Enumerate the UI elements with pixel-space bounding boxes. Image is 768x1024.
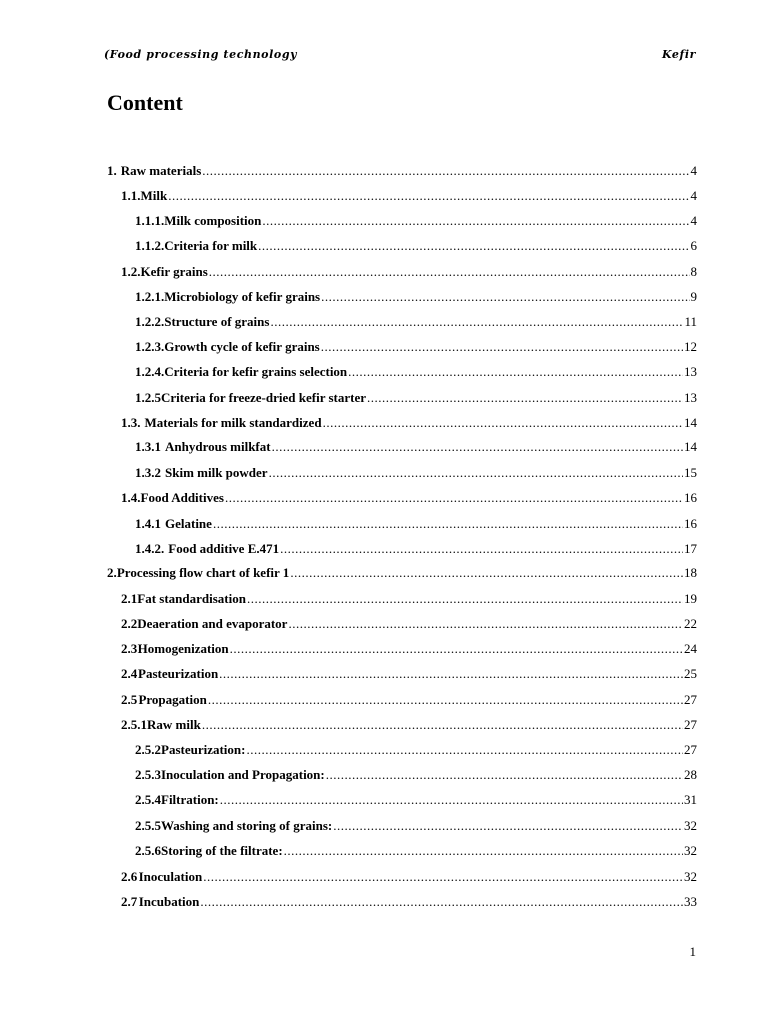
toc-entry[interactable] bbox=[135, 236, 697, 256]
toc-dot-leader bbox=[348, 362, 683, 382]
toc-entry[interactable] bbox=[135, 765, 697, 785]
toc-entry-number: 1.4.2. bbox=[135, 541, 165, 556]
toc-dot-leader bbox=[246, 740, 683, 760]
toc-entry[interactable] bbox=[121, 186, 697, 206]
toc-entry[interactable] bbox=[121, 488, 697, 508]
toc-dot-leader bbox=[202, 715, 683, 735]
toc-entry-title: Criteria for freeze-dried kefir starter bbox=[161, 390, 367, 405]
toc-dot-leader bbox=[321, 337, 683, 357]
toc-entry-title: Materials for milk standardized bbox=[144, 415, 322, 430]
toc-entry-title: Pasteurization: bbox=[161, 742, 246, 757]
toc-entry-title: Food Additives bbox=[140, 490, 224, 505]
toc-entry-number: 2. bbox=[107, 565, 117, 580]
toc-entry-page: 32 bbox=[684, 869, 697, 884]
toc-entry-title: Filtration: bbox=[161, 792, 219, 807]
toc-entry[interactable] bbox=[135, 539, 697, 559]
toc-dot-leader bbox=[333, 816, 683, 836]
toc-entry-page: 33 bbox=[684, 894, 697, 909]
toc-entry-title: Criteria for milk bbox=[164, 238, 258, 253]
toc-entry-title: Deaeration and evaporator bbox=[137, 616, 288, 631]
toc-entry-title: Incubation bbox=[138, 894, 200, 909]
toc-entry-title: Inoculation bbox=[138, 869, 203, 884]
toc-entry[interactable] bbox=[135, 337, 697, 357]
toc-entry[interactable] bbox=[135, 790, 697, 810]
page-number: 1 bbox=[689, 944, 696, 959]
toc-entry-number: 1.1. bbox=[121, 188, 141, 203]
toc-entry[interactable] bbox=[121, 690, 697, 710]
toc-entry[interactable] bbox=[107, 563, 697, 583]
toc-entry-number: 2.6 bbox=[121, 869, 138, 884]
toc-entry-title: Structure of grains bbox=[164, 314, 270, 329]
toc-dot-leader bbox=[225, 488, 683, 508]
toc-entry-page: 13 bbox=[684, 390, 697, 405]
toc-entry-page: 12 bbox=[684, 339, 697, 354]
toc-entry[interactable] bbox=[135, 463, 697, 483]
toc-entry-title: Kefir grains bbox=[140, 264, 208, 279]
toc-entry-title: Milk composition bbox=[164, 213, 262, 228]
toc-entry-title: Inoculation and Propagation: bbox=[161, 767, 325, 782]
toc-dot-leader bbox=[203, 867, 683, 887]
toc-dot-leader bbox=[270, 312, 683, 332]
toc-entry-number: 1.2.2. bbox=[135, 314, 165, 329]
toc-entry[interactable] bbox=[135, 287, 697, 307]
toc-dot-leader bbox=[280, 539, 683, 559]
toc-entry[interactable] bbox=[121, 892, 697, 912]
toc-entry-title: Fat standardisation bbox=[137, 591, 246, 606]
toc-entry-page: 19 bbox=[684, 591, 697, 606]
running-header-section: Kefir bbox=[661, 48, 696, 61]
toc-entry-number: 1.2.5 bbox=[135, 390, 161, 405]
toc-entry-title: Microbiology of kefir grains bbox=[164, 289, 321, 304]
toc-entry-number: 1.3.2 bbox=[135, 465, 161, 480]
page-title: Content bbox=[107, 90, 183, 115]
toc-entry-number: 2.5.1 bbox=[121, 717, 147, 732]
toc-entry-title: Propagation bbox=[138, 692, 207, 707]
toc-entry-page: 15 bbox=[684, 465, 697, 480]
toc-entry-page: 32 bbox=[684, 843, 697, 858]
toc-entry-number: 1.1.2. bbox=[135, 238, 165, 253]
toc-entry[interactable] bbox=[121, 664, 697, 684]
toc-entry-page: 18 bbox=[684, 565, 697, 580]
toc-entry-number: 1.2.3. bbox=[135, 339, 165, 354]
toc-dot-leader bbox=[208, 690, 683, 710]
toc-dot-leader bbox=[367, 388, 683, 408]
toc-entry-number: 1.3. bbox=[121, 415, 141, 430]
toc-entry-title: Food additive E.471 bbox=[168, 541, 280, 556]
toc-entry-number: 1.3.1 bbox=[135, 439, 161, 454]
toc-dot-leader bbox=[288, 614, 683, 634]
toc-entry-title: Raw milk bbox=[147, 717, 201, 732]
toc-entry-page: 14 bbox=[684, 439, 697, 454]
toc-entry[interactable] bbox=[121, 262, 697, 282]
toc-entry-number: 1.4.1 bbox=[135, 516, 161, 531]
toc-entry[interactable] bbox=[135, 437, 697, 457]
toc-entry-number: 2.2 bbox=[121, 616, 138, 631]
toc-dot-leader bbox=[272, 437, 683, 457]
toc-entry-number: 2.5.2 bbox=[135, 742, 161, 757]
toc-dot-leader bbox=[284, 841, 683, 861]
toc-dot-leader bbox=[323, 413, 683, 433]
toc-entry[interactable] bbox=[135, 211, 697, 231]
toc-entry-number: 2.4 bbox=[121, 666, 138, 681]
toc-entry-title: Gelatine bbox=[165, 516, 212, 531]
toc-entry[interactable] bbox=[135, 841, 697, 861]
toc-entry-page: 28 bbox=[684, 767, 697, 782]
toc-entry-title: Criteria for kefir grains selection bbox=[164, 364, 348, 379]
toc-entry-page: 8 bbox=[690, 264, 697, 279]
toc-entry-number: 1.2.4. bbox=[135, 364, 165, 379]
toc-entry-number: 1. bbox=[107, 163, 117, 178]
toc-entry[interactable] bbox=[121, 589, 697, 609]
toc-entry-page: 32 bbox=[684, 818, 697, 833]
toc-entry-number: 2.5.5 bbox=[135, 818, 161, 833]
toc-entry-page: 25 bbox=[684, 666, 697, 681]
toc-entry-page: 4 bbox=[690, 213, 697, 228]
toc-entry-number: 2.5.3 bbox=[135, 767, 161, 782]
toc-dot-leader bbox=[247, 589, 683, 609]
toc-entry-title: Homogenization bbox=[137, 641, 229, 656]
toc-dot-leader bbox=[202, 161, 689, 181]
toc-entry-number: 1.1.1. bbox=[135, 213, 165, 228]
toc-entry-page: 17 bbox=[684, 541, 697, 556]
toc-entry-title: Milk bbox=[140, 188, 168, 203]
toc-entry-page: 16 bbox=[684, 490, 697, 505]
toc-dot-leader bbox=[213, 514, 683, 534]
toc-entry-number: 1.2.1. bbox=[135, 289, 165, 304]
toc-entry-page: 24 bbox=[684, 641, 697, 656]
toc-entry[interactable] bbox=[121, 639, 697, 659]
toc-entry[interactable] bbox=[135, 362, 697, 382]
toc-dot-leader bbox=[220, 790, 683, 810]
toc-entry-page: 27 bbox=[684, 692, 697, 707]
toc-entry-page: 13 bbox=[684, 364, 697, 379]
toc-dot-leader bbox=[262, 211, 689, 231]
toc-entry[interactable] bbox=[107, 161, 697, 181]
toc-entry-number: 2.5.6 bbox=[135, 843, 161, 858]
toc-entry[interactable] bbox=[135, 514, 697, 534]
toc-entry-number: 2.7 bbox=[121, 894, 138, 909]
toc-dot-leader bbox=[200, 892, 683, 912]
toc-dot-leader bbox=[269, 463, 683, 483]
toc-entry[interactable] bbox=[121, 867, 697, 887]
toc-entry-number: 2.5 bbox=[121, 692, 138, 707]
running-header-title: (Food processing technology bbox=[104, 48, 298, 61]
toc-entry-page: 11 bbox=[684, 314, 697, 329]
toc-dot-leader bbox=[168, 186, 689, 206]
toc-dot-leader bbox=[219, 664, 683, 684]
toc-entry-number: 1.4. bbox=[121, 490, 141, 505]
toc-entry-page: 14 bbox=[684, 415, 697, 430]
toc-entry-number: 2.3 bbox=[121, 641, 138, 656]
toc-entry-page: 22 bbox=[684, 616, 697, 631]
toc-entry-page: 9 bbox=[690, 289, 697, 304]
toc-entry[interactable] bbox=[135, 816, 697, 836]
toc-dot-leader bbox=[290, 563, 683, 583]
toc-entry[interactable] bbox=[135, 740, 697, 760]
toc-dot-leader bbox=[258, 236, 689, 256]
toc-entry-title: Washing and storing of grains: bbox=[161, 818, 333, 833]
toc-entry-page: 27 bbox=[684, 742, 697, 757]
toc-entry-page: 31 bbox=[684, 792, 697, 807]
toc-entry-number: 2.5.4 bbox=[135, 792, 161, 807]
toc-entry[interactable] bbox=[121, 715, 697, 735]
toc-entry[interactable] bbox=[121, 413, 697, 433]
toc-entry-page: 4 bbox=[690, 163, 697, 178]
toc-entry-page: 6 bbox=[690, 238, 697, 253]
toc-entry-title: Skim milk powder bbox=[165, 465, 268, 480]
toc-entry-title: Processing flow chart of kefir 1 bbox=[116, 565, 290, 580]
toc-dot-leader bbox=[209, 262, 690, 282]
toc-entry-title: Raw materials bbox=[120, 163, 202, 178]
toc-dot-leader bbox=[321, 287, 689, 307]
toc-entry-title: Storing of the filtrate: bbox=[161, 843, 283, 858]
toc-entry-title: Anhydrous milkfat bbox=[165, 439, 271, 454]
toc-entry-number: 1.2. bbox=[121, 264, 141, 279]
toc-entry-page: 16 bbox=[684, 516, 697, 531]
toc-entry-page: 27 bbox=[684, 717, 697, 732]
toc-dot-leader bbox=[326, 765, 683, 785]
toc-entry-title: Growth cycle of kefir grains bbox=[164, 339, 320, 354]
toc-entry-page: 4 bbox=[690, 188, 697, 203]
toc-entry[interactable] bbox=[135, 388, 697, 408]
toc-entry[interactable] bbox=[135, 312, 697, 332]
toc-entry[interactable] bbox=[121, 614, 697, 634]
toc-entry-number: 2.1 bbox=[121, 591, 138, 606]
toc-entry-title: Pasteurization bbox=[138, 666, 219, 681]
toc-dot-leader bbox=[230, 639, 683, 659]
